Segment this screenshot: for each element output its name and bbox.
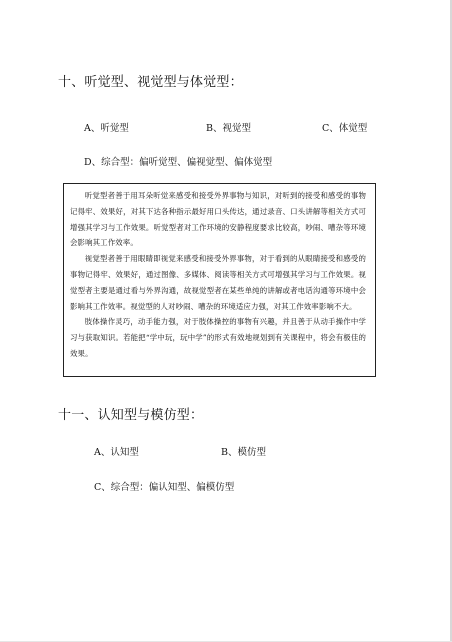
paragraph-auditory: 听觉型者善于用耳朵听觉来感受和接受外界事物与知识，对听到的接受和感受的事物记得牢、效果好，对其下达各种指示最好用口头传达，通过录音、口头讲解等相关方式可增强其学习与工作效果。听觉型者对工作环境的安静程度要求比较高，吵闹、嘈杂等环境会影响其工作效率。 — [70, 191, 366, 248]
paragraph-visual: 视觉型者善于用眼睛即视觉来感受和接受外界事物，对于看到的从眼睛接受和感受的事物记得牢、效果好，通过图像、多媒体、阅读等相关方式可增强其学习与工作效果。视觉型者主要是通过看与外界沟通，故视觉型者在某些单纯的讲解或者电话沟通等环境中会影响其工作效率。视觉型的人对吵闹、嘈杂的环境适应力强，对其工作效率影响不大。 — [70, 254, 366, 311]
option-cognitive: A、认知型 — [94, 447, 139, 458]
option-combined-cognitive: C、综合型：偏认知型、偏模仿型 — [94, 482, 235, 493]
option-visual: B、视觉型 — [206, 123, 251, 134]
section-11-heading: 十一、认知型与模仿型： — [58, 408, 204, 423]
paragraph-kinesthetic: 肢体操作灵巧，动手能力强，对于肢体操控的事物有兴趣，并且善于从动手操作中学习与获取知识。若能把“学中玩，玩中学”的形式有效地规划到有关课程中，将会有极佳的效果。 — [70, 317, 366, 358]
explanation-box — [63, 183, 376, 377]
option-kinesthetic: C、体觉型 — [322, 123, 368, 134]
option-combined-sensory: D、综合型：偏听觉型、偏视觉型、偏体觉型 — [84, 157, 273, 168]
section-10-heading: 十、听觉型、视觉型与体觉型： — [58, 75, 243, 90]
option-auditory: A、听觉型 — [84, 123, 129, 134]
option-imitative: B、模仿型 — [221, 447, 266, 458]
